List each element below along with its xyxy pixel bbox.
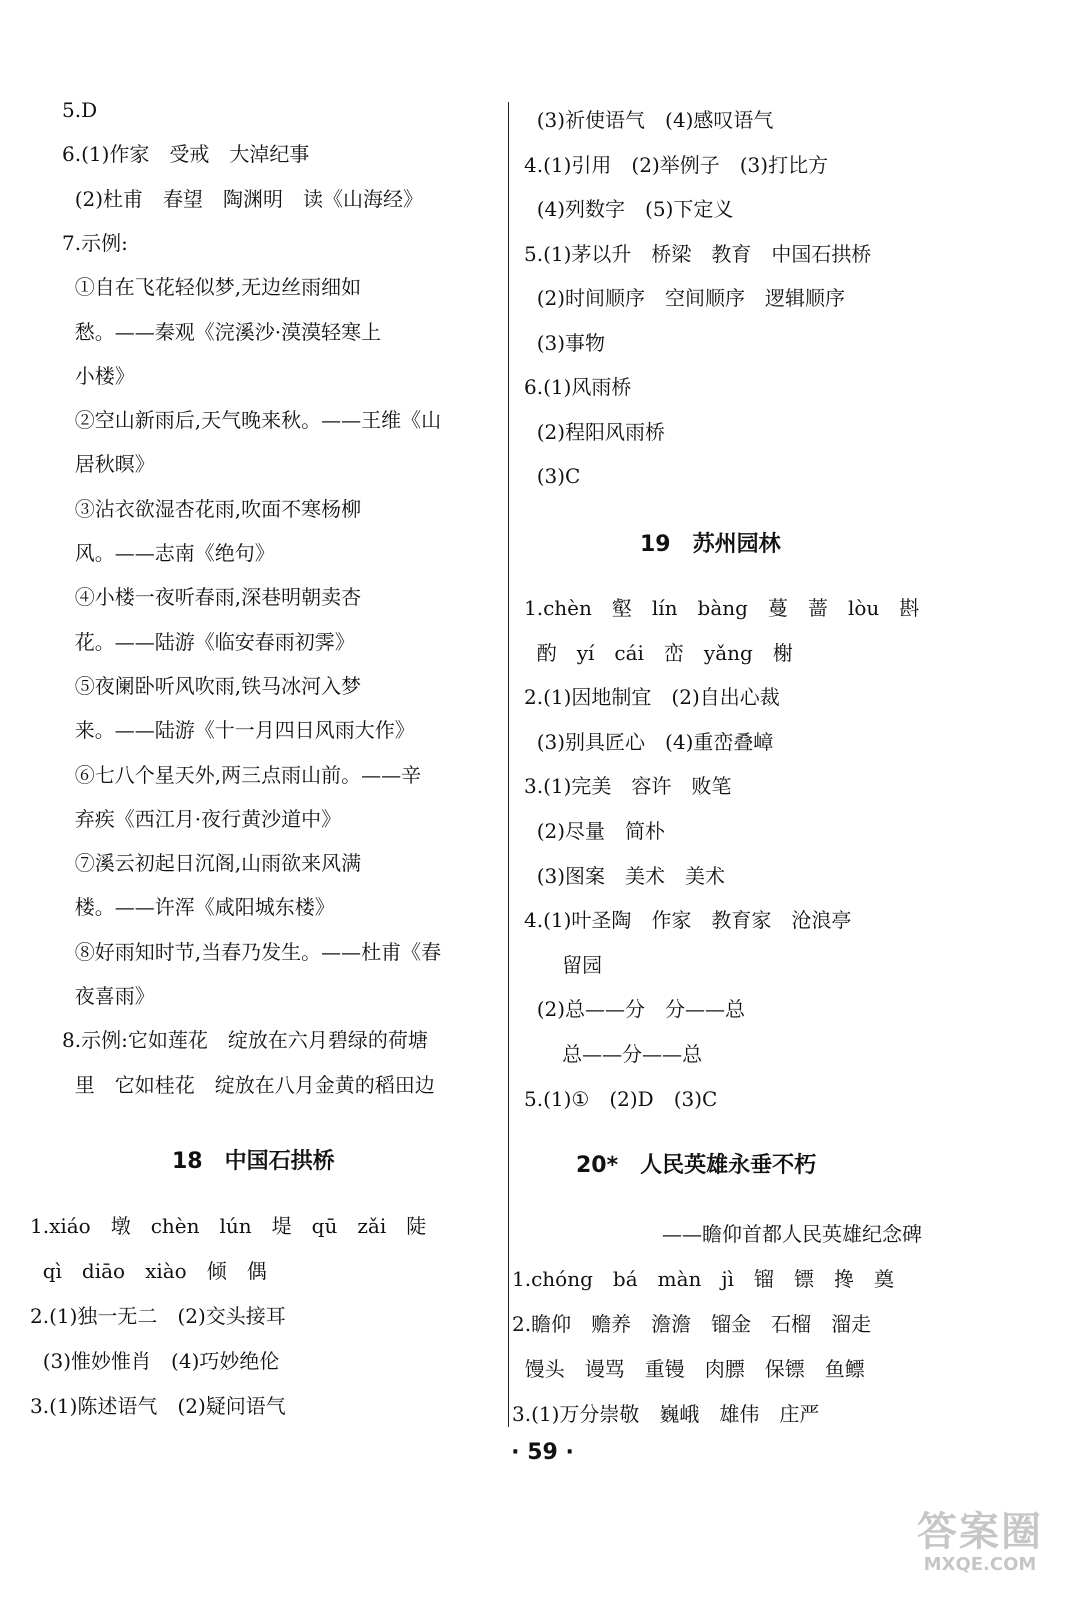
section-heading-20: 20* 人民英雄永垂不朽 [576,1153,817,1178]
answer-line: 居秋暝》 [62,452,155,477]
answer-line: 1.chóng bá màn jì 镏 镖 搀 奠 [512,1267,894,1291]
answer-line: ②空山新雨后,天气晚来秋。——王维《山 [62,408,442,433]
answer-line: 愁。——秦观《浣溪沙·漠漠轻寒上 [62,319,382,344]
answer-line: ⑧好雨知时节,当春乃发生。——杜甫《春 [62,939,442,964]
answer-line: (3)惟妙惟肖 (4)巧妙绝伦 [30,1349,280,1373]
answer-line: (2)时间顺序 空间顺序 逻辑顺序 [524,286,846,310]
answer-line: ⑤夜阑卧听风吹雨,铁马冰河入梦 [62,673,362,698]
answer-line: (3)事物 [524,330,606,355]
watermark-logo-text: 答案圈 [917,1509,1043,1555]
watermark-logo [895,1510,1065,1580]
answer-line: 馒头 谩骂 重镘 肉膘 保镖 鱼鳔 [512,1357,865,1381]
answer-line: qì diāo xiào 倾 偶 [30,1259,267,1283]
answer-line: 来。——陆游《十一月四日风雨大作》 [62,718,415,743]
answer-line: 5.(1)茅以升 桥梁 教育 中国石拱桥 [524,241,872,266]
answer-line: 8.示例:它如莲花 绽放在六月碧绿的荷塘 [62,1028,428,1053]
answer-line: 2.瞻仰 赡养 澹澹 镏金 石榴 溜走 [512,1312,872,1336]
section-heading-19: 19 苏州园林 [640,532,781,557]
answer-line: (2)尽量 简朴 [524,819,666,843]
answer-line: (2)程阳风雨桥 [524,419,666,444]
answer-line: (4)列数字 (5)下定义 [524,197,734,221]
answer-line: 4.(1)引用 (2)举例子 (3)打比方 [524,152,829,177]
answer-line: 夜喜雨》 [62,984,155,1008]
answer-line: 4.(1)叶圣陶 作家 教育家 沧浪亭 [524,908,852,933]
answer-line: 6.(1)作家 受戒 大淖纪事 [62,142,310,167]
answer-line: 1.xiáo 墩 chèn lún 堤 qū zǎi 陡 [30,1214,427,1238]
answer-line: 7.示例: [62,230,128,255]
answer-line: ⑦溪云初起日沉阁,山雨欲来风满 [62,851,362,876]
answer-line: 酌 yí cái 峦 yǎng 榭 [524,640,793,665]
answer-line: ③沾衣欲湿杏花雨,吹面不寒杨柳 [62,496,362,521]
answer-line: (3)图案 美术 美术 [524,863,726,888]
answer-line: (3)别具匠心 (4)重峦叠嶂 [524,729,774,754]
answer-line: 5.D [62,98,98,122]
section-subheading-20: ——瞻仰首都人民英雄纪念碑 [662,1222,922,1246]
answer-line: 风。——志南《绝句》 [62,541,275,565]
answer-line: 楼。——许浑《咸阳城东楼》 [62,895,335,920]
answer-line: (2)总——分 分——总 [524,997,746,1022]
answer-line: 花。——陆游《临安春雨初霁》 [62,629,355,654]
answer-line: (3)祈使语气 (4)感叹语气 [524,108,774,132]
answer-line: ④小楼一夜听春雨,深巷明朝卖杏 [62,585,362,610]
answer-line: 5.(1)① (2)D (3)C [524,1086,718,1111]
answer-line: 小楼》 [62,363,135,388]
watermark-site: MXQE.COM [923,1554,1037,1575]
answer-line: 3.(1)陈述语气 (2)疑问语气 [30,1394,286,1418]
answer-line: 6.(1)风雨桥 [524,375,632,399]
answer-line: ⑥七八个星天外,两三点雨山前。——辛 [62,762,422,787]
page-number: · 59 · [511,1440,574,1465]
answer-line: 1.chèn 壑 lín bàng 蔓 蔷 lòu 斟 [524,596,920,620]
answer-line: ①自在飞花轻似梦,无边丝雨细如 [62,275,362,300]
answer-line: 里 它如桂花 绽放在八月金黄的稻田边 [62,1072,435,1097]
answer-line: (3)C [524,464,581,488]
answer-line: 留园 [524,952,603,977]
answer-line: 弃疾《西江月·夜行黄沙道中》 [62,806,342,831]
answer-line: 2.(1)独一无二 (2)交头接耳 [30,1304,286,1328]
answer-line: 2.(1)因地制宜 (2)自出心裁 [524,685,780,710]
answer-line: 3.(1)万分崇敬 巍峨 雄伟 庄严 [512,1402,820,1426]
answer-line: (2)杜甫 春望 陶渊明 读《山海经》 [62,186,424,211]
answer-line: 3.(1)完美 容许 败笔 [524,774,732,799]
column-divider [508,102,509,1427]
answer-line: 总——分——总 [524,1042,703,1066]
section-heading-18: 18 中国石拱桥 [172,1149,335,1174]
